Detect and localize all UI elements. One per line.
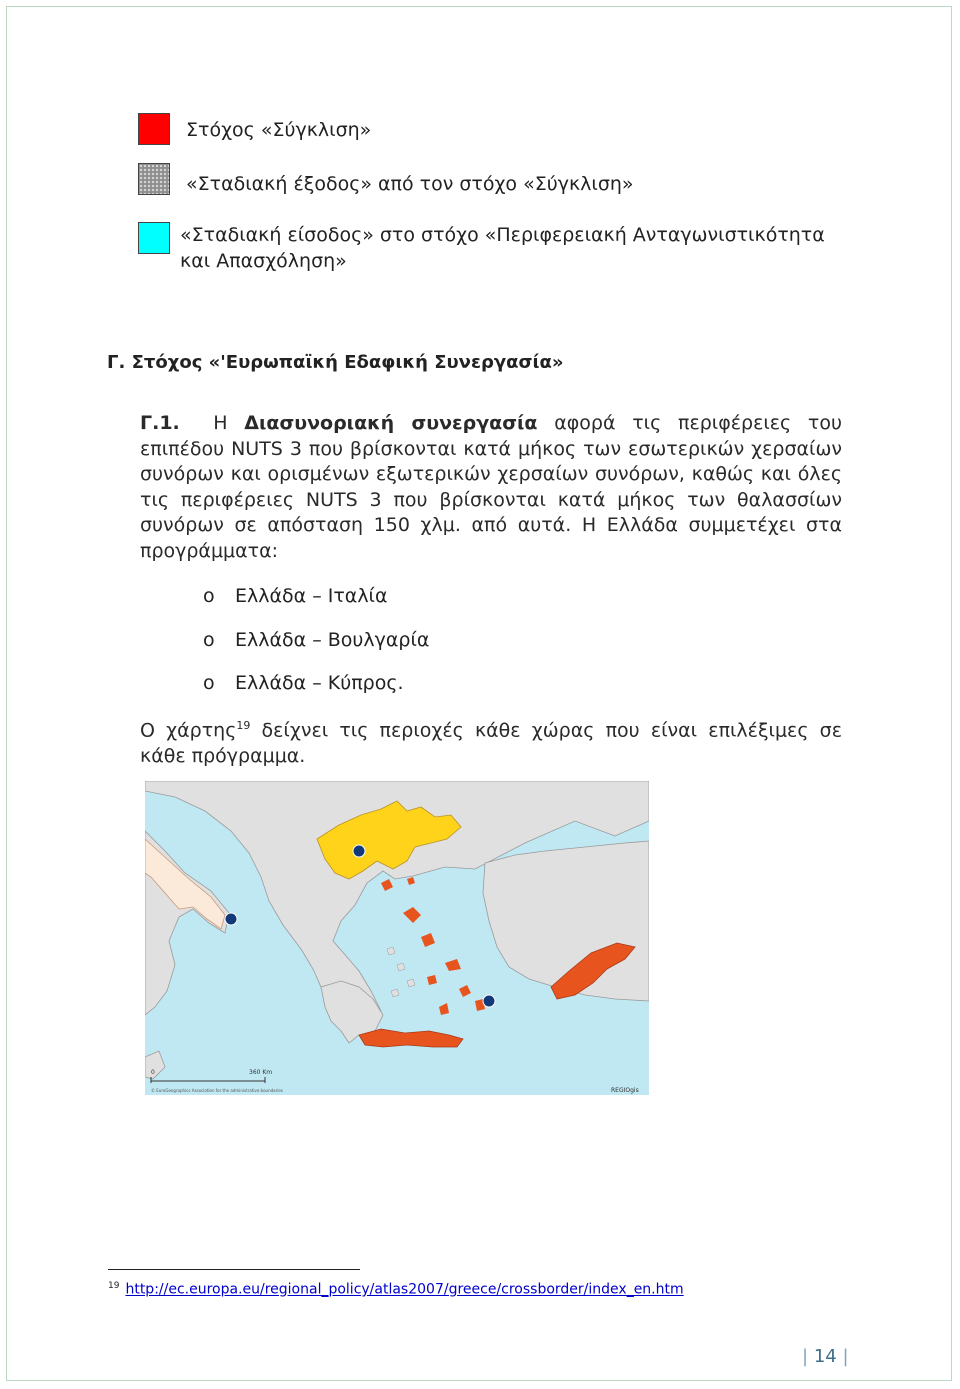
map-note-after: δείχνει τις περιοχές κάθε χώρας που είναι επιλέξιμες σε κάθε πρόγραμμα.: [140, 719, 842, 767]
legend-label: «Σταδιακή έξοδος» από τον στόχο «Σύγκλιση»: [186, 173, 634, 195]
list-item: [203, 581, 429, 625]
section-text: αφορά τις περιφέρειες του επιπέδου NUTS 3 που βρίσκονται κατά μήκος των εσωτερικών χερσαίων συνόρων και ορισμένων εξωτερικών χερσαίων συνόρων, καθώς και όλες τις περιφέρειες NUTS 3 που βρίσκονται κατά μήκος των θαλασσίων συνόρων σε απόσταση 150 χλμ. από αυτά. Η Ελλάδα συμμετέχει στα προγράμματα:: [140, 412, 842, 562]
scale-label: 360 Km: [249, 1069, 273, 1076]
bullet: o: [203, 585, 215, 607]
marker-greece-bulgaria: [353, 845, 365, 857]
programme-label: Ελλάδα – Βουλγαρία: [235, 628, 430, 651]
legend-swatch-red: [138, 113, 170, 145]
footnote-link[interactable]: http://ec.europa.eu/regional_policy/atlas2007/greece/crossborder/index_en.htm: [125, 1281, 684, 1298]
list-item: [203, 668, 429, 712]
footnote-separator: [108, 1269, 360, 1270]
marker-greece-cyprus: [483, 995, 495, 1007]
footnote-ref: 19: [236, 719, 251, 732]
legend-label: «Σταδιακή είσοδος» στο στόχο «Περιφερειακή Ανταγωνιστικότητα και Απασχόληση»: [180, 224, 825, 272]
page-border: [6, 6, 952, 1381]
section-bold-term: Διασυνοριακή συνεργασία: [244, 412, 538, 434]
map-note: [140, 713, 842, 769]
programme-label: Ελλάδα – Ιταλία: [235, 585, 388, 607]
page-number-bar-left: |: [802, 1346, 809, 1367]
section-paragraph: [140, 411, 842, 564]
legend-item-phasing-in: [138, 222, 840, 274]
footnote: [108, 1281, 684, 1298]
section-lead: Η: [213, 412, 228, 434]
legend-item-phasing-out: [138, 163, 634, 197]
programme-label: Ελλάδα – Κύπρος.: [235, 672, 404, 694]
marker-greece-italy: [225, 913, 237, 925]
programme-list: [203, 581, 429, 712]
page-number-value: 14: [813, 1346, 837, 1367]
list-item: [203, 625, 429, 669]
section-heading: Γ. Στόχος «'Ευρωπαϊκή Εδαφική Συνεργασία»: [107, 352, 564, 373]
bullet: o: [203, 628, 215, 651]
footnote-number: 19: [108, 1281, 120, 1291]
scale-zero: 0: [151, 1069, 155, 1076]
crossborder-map: [145, 781, 649, 1095]
map-note-before: Ο χάρτης: [140, 719, 237, 742]
regiogis-logo: REGIOgis: [611, 1087, 639, 1094]
legend-swatch-grey: [138, 163, 170, 195]
bullet: o: [203, 672, 215, 694]
legend-label: Στόχος «Σύγκλιση»: [186, 119, 372, 141]
legend-swatch-cyan: [138, 222, 170, 254]
legend-item-convergence: [138, 113, 371, 145]
page-number-bar-right: |: [842, 1346, 849, 1367]
section-number: Γ.1.: [140, 412, 180, 434]
map-credit: © EuroGeographics Association for the administrative boundaries: [151, 1088, 283, 1093]
page-number: [802, 1346, 849, 1367]
